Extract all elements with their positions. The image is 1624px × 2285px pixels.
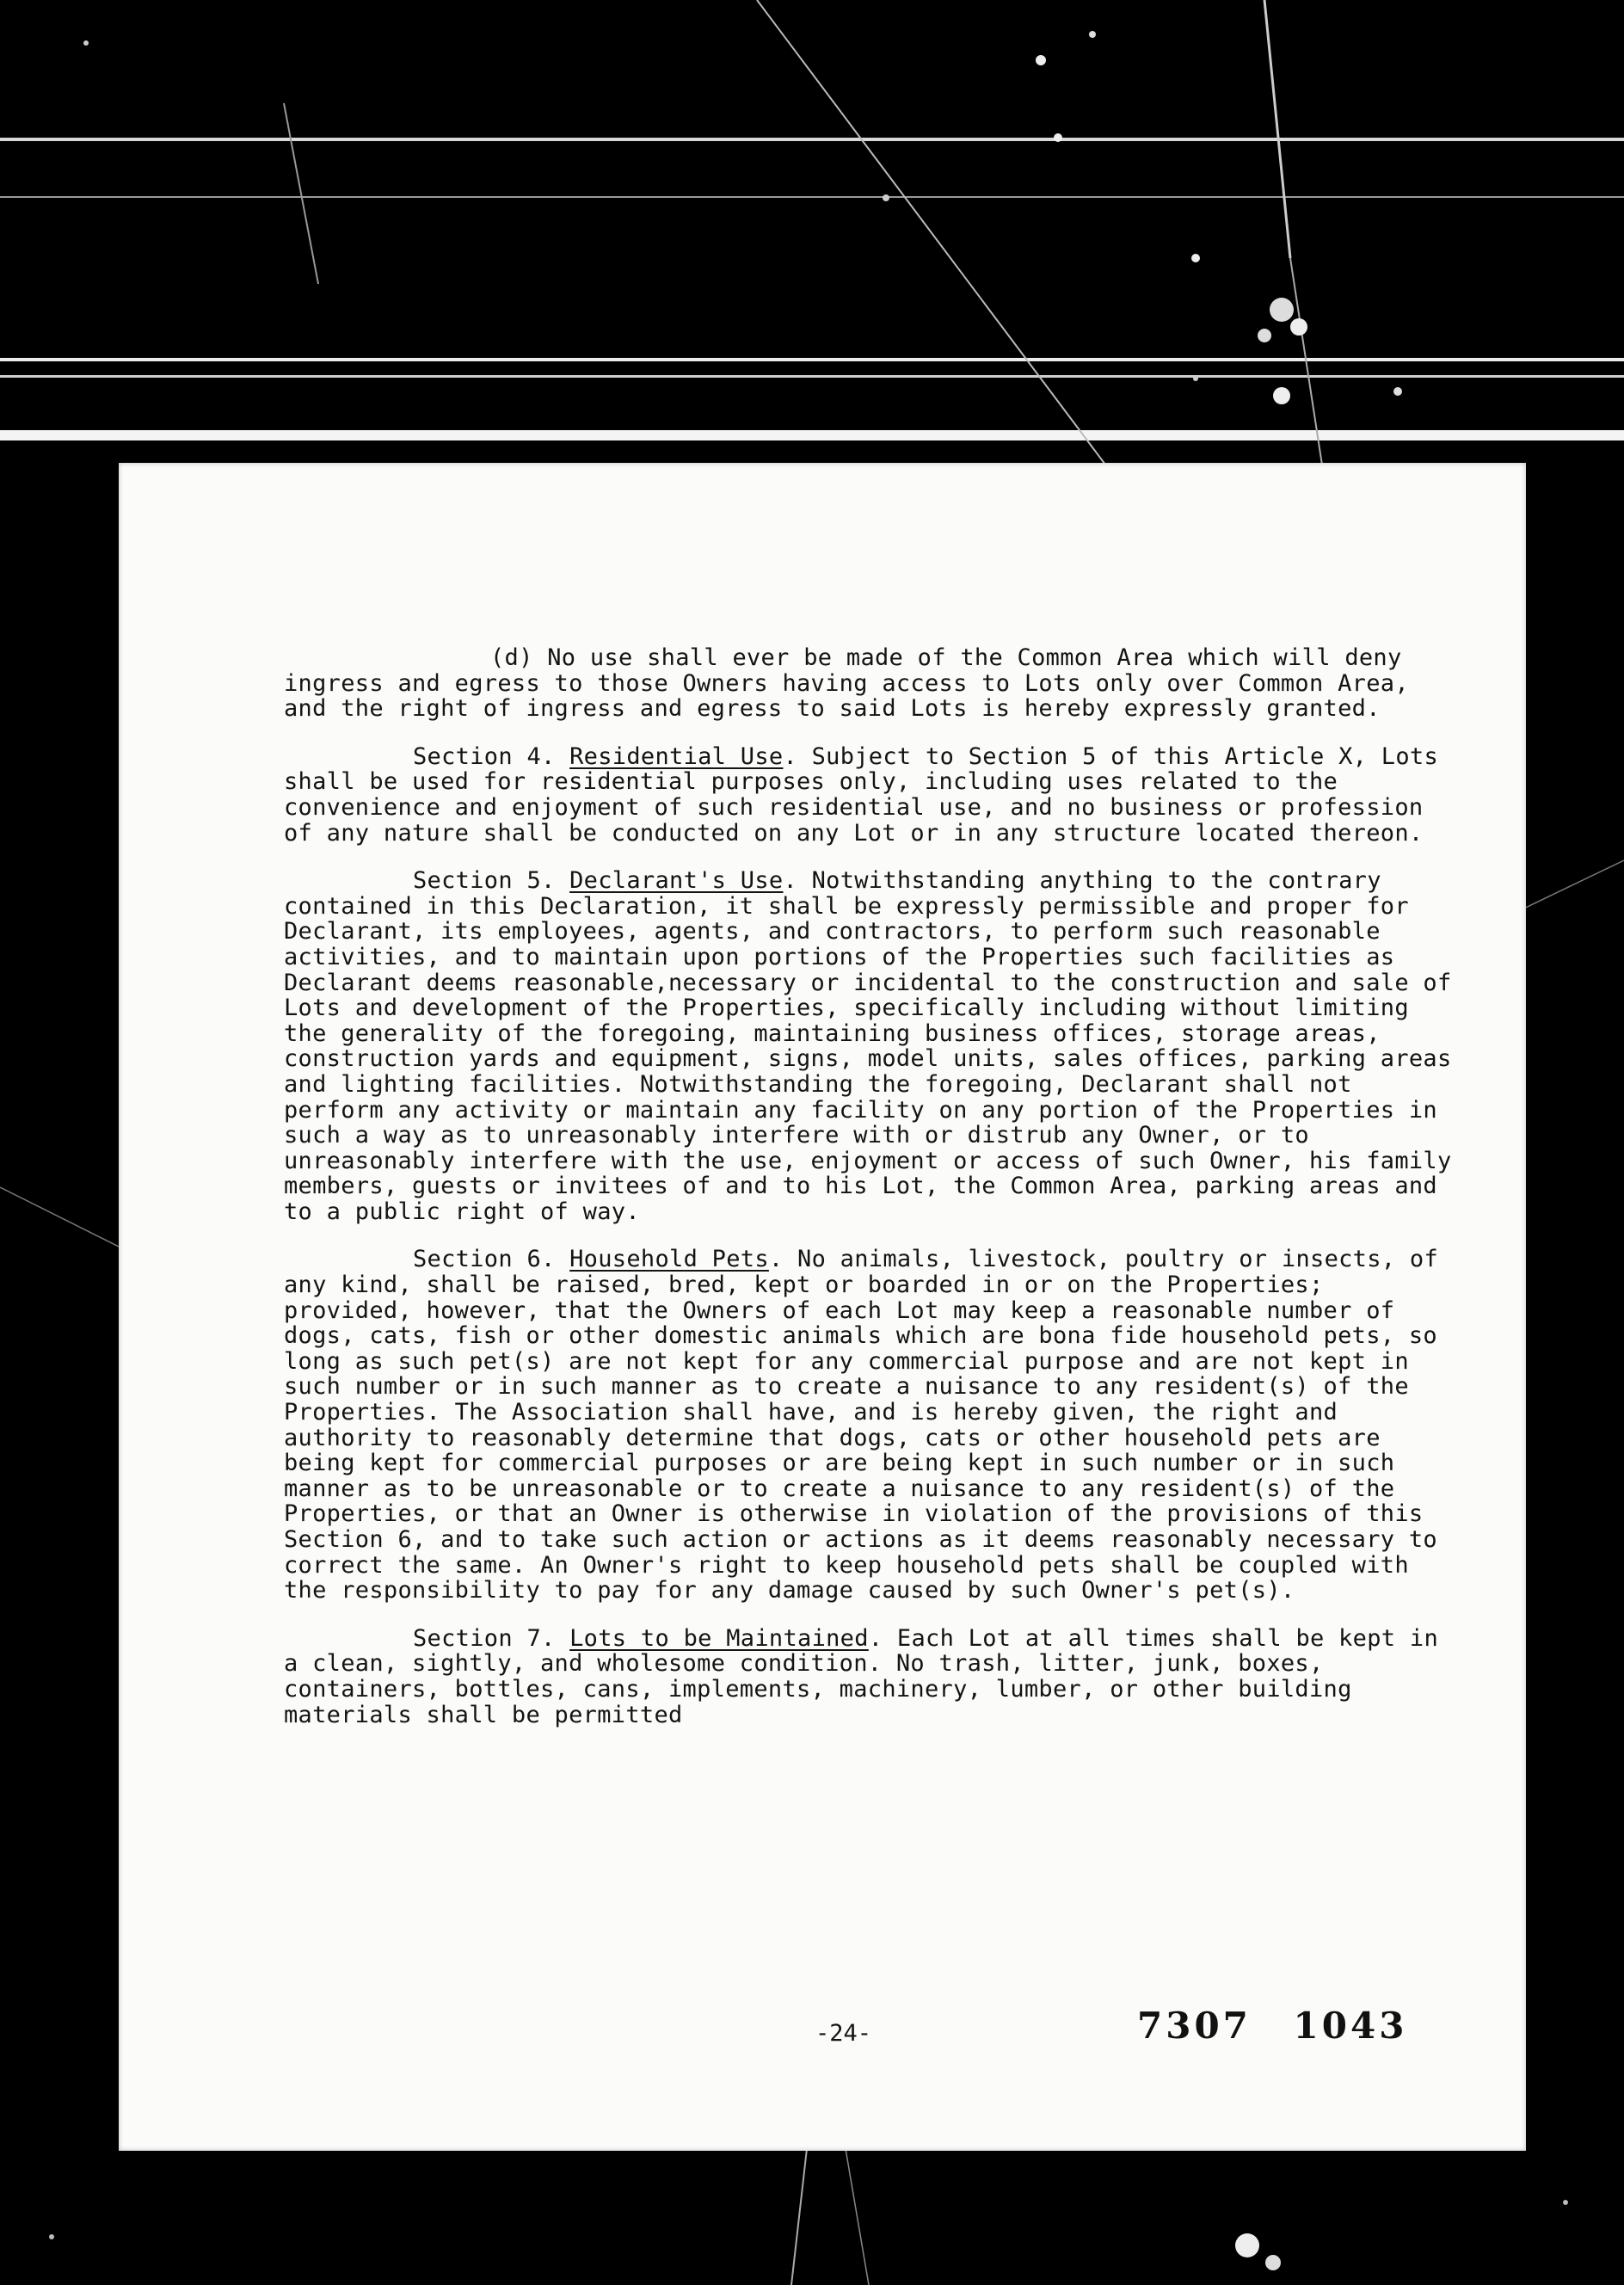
section-number: Section 6.	[413, 1246, 556, 1273]
section-body: . Subject to Section 5 of this Article X, Lots shall be used for residential purposes only, including uses related to the convenience and enjoyment of such residential use, and no business or profession of any nature shall be conducted on any Lot or in any structure located thereon.	[284, 742, 1439, 847]
paragraph-section-6	[284, 1247, 1454, 1603]
section-body: . Notwithstanding anything to the contrary contained in this Declaration, it shall be expressly permissible and proper for Declarant, its employees, agents, and contractors, to perform such reasonable activities, and to maintain upon portions of the Properties such facilities as Declarant deems reasonable,necessary or incidental to the construction and sale of Lots and development of the Properties, specifically including without limiting the generality of the foregoing, maintaining business offices, storage areas, construction yards and equipment, signs, model units, sales offices, parking areas and lighting facilities. Notwithstanding the foregoing, Declarant shall not perform any activity or maintain any facility on any portion of the Properties in such a way as to unreasonably interfere with or distrub any Owner, or to unreasonably interfere with the use, enjoyment or access of such Owner, his family members, guests or invitees of and to his Lot, the Common Area, parking areas and to a public right of way.	[284, 867, 1452, 1225]
page-number: -24-	[815, 2020, 872, 2047]
scan-line	[0, 358, 1624, 361]
section-title: Household Pets	[569, 1246, 769, 1273]
recording-number: 7307 1043	[1137, 2005, 1408, 2047]
section-title: Residential Use	[569, 742, 784, 770]
paragraph-section-3d	[284, 645, 1454, 722]
scan-line	[0, 196, 1624, 198]
document-body	[284, 645, 1454, 1750]
section-number: Section 5.	[413, 867, 556, 895]
section-number: Section 7.	[413, 1624, 556, 1652]
scan-line	[0, 138, 1624, 141]
section-title: Declarant's Use	[569, 867, 784, 895]
section-body: . Each Lot at all times shall be kept in a clean, sightly, and wholesome condition. No trash, litter, junk, boxes, containers, bottles, cans, implements, machinery, lumber, or other building materials shall be permitted	[284, 1624, 1439, 1728]
section-title: Lots to be Maintained	[569, 1624, 869, 1652]
section-body: . No animals, livestock, poultry or insects, of any kind, shall be raised, bred, kept or boarded in or on the Properties; provided, however, that the Owners of each Lot may keep a reasonable number of dogs, cats, fish or other domestic animals which are bona fide household pets, so long as such pet(s) are not kept for any commercial purpose and are not kept in such number or in such manner as to create a nuisance to any resident(s) of the Properties. The Association shall have, and is hereby given, the right and authority to reasonably determine that dogs, cats or other household pets are being kept for commercial purposes or are being kept in such number or in such manner as to be unreasonable or to create a nuisance to any resident(s) of the Properties, or that an Owner is otherwise in violation of the provisions of this Section 6, and to take such action or actions as it deems reasonably necessary to correct the same. An Owner's right to keep household pets shall be coupled with the responsibility to pay for any damage caused by such Owner's pet(s).	[284, 1246, 1439, 1604]
section-number: Section 4.	[413, 742, 556, 770]
paragraph-text: (d) No use shall ever be made of the Common Area which will deny ingress and egress to those Owners having access to Lots only over Common Area, and the right of ingress and egress to said Lots is hereby expressly granted.	[284, 644, 1409, 723]
paragraph-section-7	[284, 1626, 1454, 1728]
paragraph-section-5	[284, 868, 1454, 1224]
paragraph-section-4	[284, 744, 1454, 846]
scan-line	[0, 375, 1624, 378]
scan-line	[0, 430, 1624, 440]
